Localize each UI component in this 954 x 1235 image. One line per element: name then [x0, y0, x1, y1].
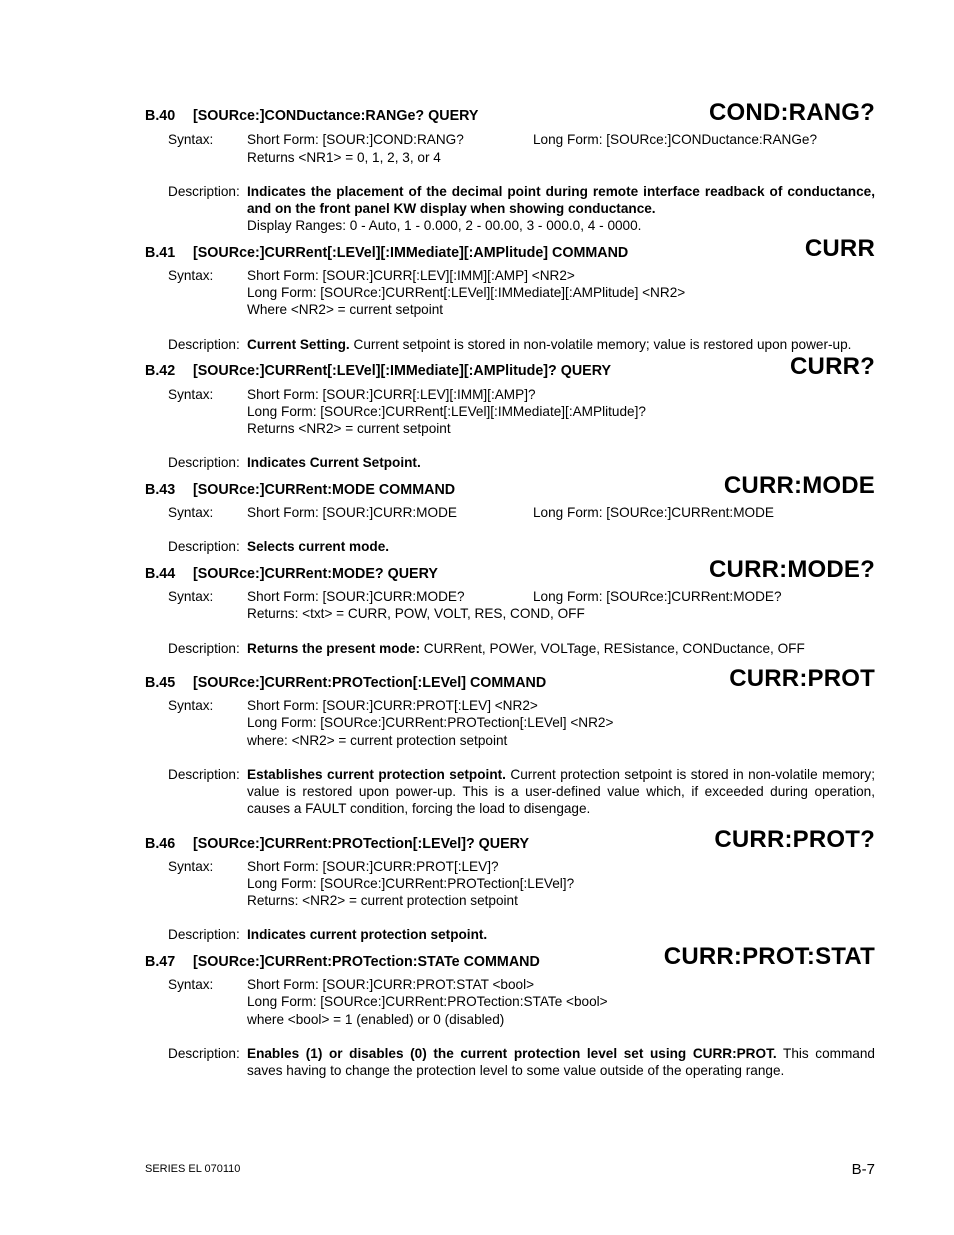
syntax-label: Syntax:: [168, 698, 214, 713]
description-text: CURRent, POWer, VOLTage, RESistance, CONDuctance, OFF: [423, 641, 805, 656]
syntax-label: Syntax:: [168, 132, 214, 147]
description-label: Description:: [168, 927, 240, 942]
section-number: B.41: [145, 245, 176, 261]
section-number: B.43: [145, 482, 176, 498]
section-number: B.46: [145, 836, 176, 852]
section-number: B.42: [145, 363, 176, 379]
section-heading: [145, 566, 438, 582]
long-form: Long Form: [SOURce:]CURRent:MODE: [533, 505, 774, 520]
section-title: [SOURce:]CURRent:PROTection[:LEVel]? QUERY: [193, 836, 529, 852]
long-form: Long Form: [SOURce:]CURRent:MODE?: [533, 589, 782, 604]
description-text: Current setpoint is stored in non-volatile memory; value is restored upon power-up.: [353, 337, 852, 352]
description: [247, 926, 875, 943]
description-bold: Selects current mode.: [247, 539, 390, 554]
description: [247, 183, 875, 234]
syntax-line: Returns: <NR2> = current protection setpoint: [247, 893, 518, 908]
section-title: [SOURce:]CURRent[:LEVel][:IMMediate][:AMPlitude] COMMAND: [193, 245, 629, 261]
syntax-line: Returns <NR1> = 0, 1, 2, 3, or 4: [247, 150, 441, 165]
section-mnemonic: COND:RANG?: [709, 99, 875, 126]
section-mnemonic: CURR:PROT:STAT: [663, 943, 875, 970]
section-heading: [145, 954, 540, 970]
short-form: Short Form: [SOUR:]COND:RANG?: [247, 132, 464, 147]
syntax-line: Long Form: [SOURce:]CURRent[:LEVel][:IMMediate][:AMPlitude]?: [247, 404, 646, 419]
description-label: Description:: [168, 641, 240, 656]
syntax-label: Syntax:: [168, 387, 214, 402]
section-number: B.45: [145, 675, 176, 691]
description-bold: Establishes current protection setpoint.: [247, 767, 506, 782]
syntax-line: Long Form: [SOURce:]CURRent[:LEVel][:IMMediate][:AMPlitude] <NR2>: [247, 285, 686, 300]
section-mnemonic: CURR:MODE?: [709, 556, 875, 583]
description-bold: Indicates current protection setpoint.: [247, 927, 488, 942]
syntax-label: Syntax:: [168, 977, 214, 992]
description-label: Description:: [168, 455, 240, 470]
section-title: [SOURce:]CURRent:PROTection:STATe COMMAND: [193, 954, 540, 970]
description-text: This command saves having to change the protection level to some value outside of the operating range.: [247, 1046, 875, 1078]
section-heading: [145, 363, 611, 379]
description: [247, 336, 875, 353]
syntax-label: Syntax:: [168, 589, 214, 604]
section-number: B.40: [145, 108, 176, 124]
description-label: Description:: [168, 539, 240, 554]
section-number: B.47: [145, 954, 176, 970]
syntax-line: where: <NR2> = current protection setpoint: [247, 733, 508, 748]
syntax-line: Long Form: [SOURce:]CURRent:PROTection[:LEVel] <NR2>: [247, 715, 614, 730]
section-mnemonic: CURR?: [790, 353, 875, 380]
short-form: Short Form: [SOUR:]CURR:MODE?: [247, 589, 465, 604]
short-form: Short Form: [SOUR:]CURR:MODE: [247, 505, 457, 520]
description-text: Display Ranges: 0 - Auto, 1 - 0.000, 2 - 00.00, 3 - 000.0, 4 - 0000.: [247, 218, 642, 233]
syntax-line: Short Form: [SOUR:]CURR[:LEV][:IMM][:AMP] <NR2>: [247, 268, 575, 283]
description-label: Description:: [168, 184, 240, 199]
syntax-line: Short Form: [SOUR:]CURR:PROT:STAT <bool>: [247, 977, 535, 992]
syntax-line: Long Form: [SOURce:]CURRent:PROTection[:LEVel]?: [247, 876, 575, 891]
section-mnemonic: CURR: [804, 235, 875, 262]
description-label: Description:: [168, 767, 240, 782]
description-bold: Indicates Current Setpoint.: [247, 455, 421, 470]
description-bold: Indicates the placement of the decimal point during remote interface readback of conductance, and on the front panel KW display when showing conductance.: [247, 184, 875, 216]
section-heading: [145, 675, 546, 691]
page-number: B-7: [851, 1161, 875, 1178]
section-title: [SOURce:]CURRent:MODE COMMAND: [193, 482, 456, 498]
section-number: B.44: [145, 566, 176, 582]
description-bold: Current Setting.: [247, 337, 350, 352]
section-heading: [145, 482, 455, 498]
section-mnemonic: CURR:PROT: [729, 665, 875, 692]
section-heading: [145, 108, 478, 124]
syntax-line: Short Form: [SOUR:]CURR:PROT[:LEV] <NR2>: [247, 698, 538, 713]
section-title: [SOURce:]CURRent[:LEVel][:IMMediate][:AMPlitude]? QUERY: [193, 363, 612, 379]
description: [247, 1045, 875, 1079]
description-label: Description:: [168, 1046, 240, 1061]
description-bold: Returns the present mode:: [247, 641, 420, 656]
syntax-label: Syntax:: [168, 505, 214, 520]
description: [247, 454, 875, 471]
syntax-line: Returns <NR2> = current setpoint: [247, 421, 451, 436]
description-bold: Enables (1) or disables (0) the current protection level set using CURR:PROT.: [247, 1046, 777, 1061]
footer-document-id: SERIES EL 070110: [145, 1163, 241, 1175]
description: [247, 766, 875, 817]
syntax-label: Syntax:: [168, 859, 214, 874]
syntax-line: Where <NR2> = current setpoint: [247, 302, 444, 317]
description: [247, 640, 875, 657]
section-title: [SOURce:]CONDuctance:RANGe? QUERY: [193, 108, 479, 124]
description-label: Description:: [168, 337, 240, 352]
section-heading: [145, 245, 628, 261]
syntax-line: Short Form: [SOUR:]CURR:PROT[:LEV]?: [247, 859, 499, 874]
section-title: [SOURce:]CURRent:PROTection[:LEVel] COMMAND: [193, 675, 547, 691]
syntax-label: Syntax:: [168, 268, 214, 283]
section-title: [SOURce:]CURRent:MODE? QUERY: [193, 566, 438, 582]
section-mnemonic: CURR:MODE: [723, 472, 875, 499]
syntax-line: Long Form: [SOURce:]CURRent:PROTection:STATe <bool>: [247, 994, 608, 1009]
syntax-line: Returns: <txt> = CURR, POW, VOLT, RES, COND, OFF: [247, 606, 585, 621]
long-form: Long Form: [SOURce:]CONDuctance:RANGe?: [533, 132, 818, 147]
description: [247, 538, 875, 555]
description-text: Current protection setpoint is stored in non-volatile memory; value is restored upon power-up. This is a user-defined value which, if exceeded during operation, causes a FAULT condition, forcing the load to disengage.: [247, 767, 875, 816]
syntax-line: Short Form: [SOUR:]CURR[:LEV][:IMM][:AMP]?: [247, 387, 536, 402]
section-heading: [145, 836, 529, 852]
syntax-line: where <bool> = 1 (enabled) or 0 (disabled): [247, 1012, 505, 1027]
section-mnemonic: CURR:PROT?: [714, 826, 875, 853]
